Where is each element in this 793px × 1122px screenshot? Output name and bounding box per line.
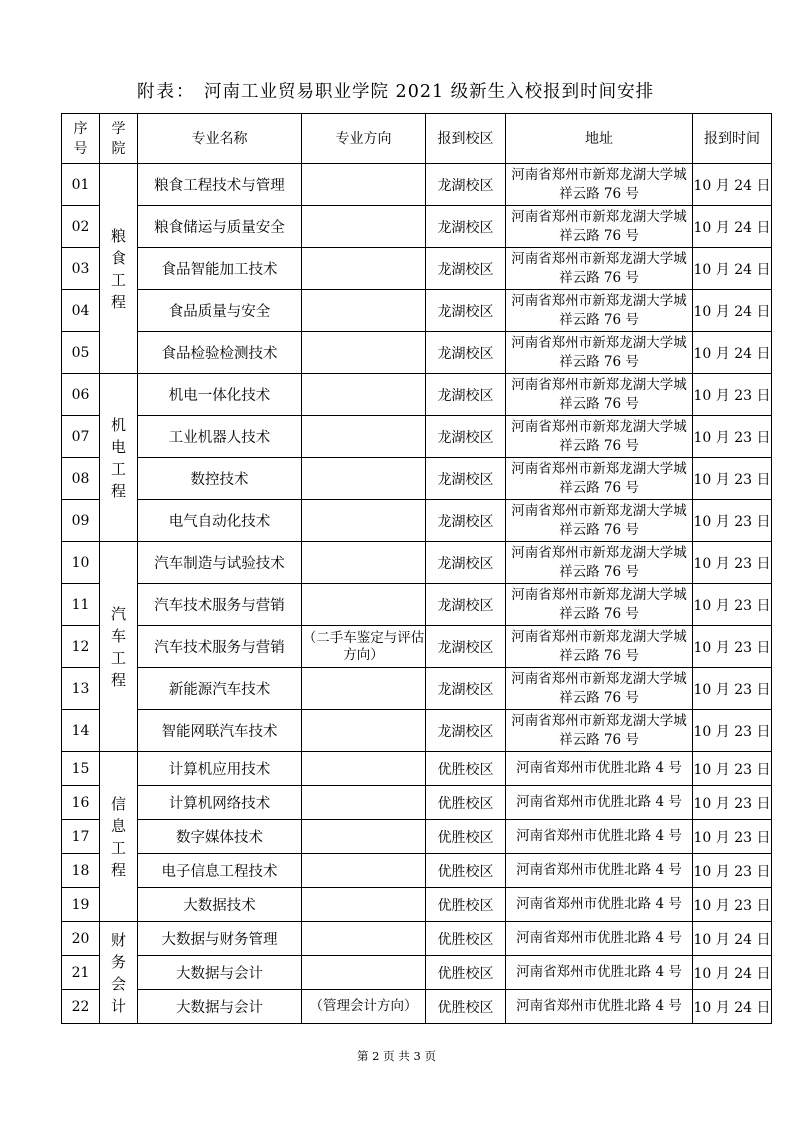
cell-seq: 04 xyxy=(62,290,100,332)
cell-seq: 19 xyxy=(62,888,100,922)
cell-address: 河南省郑州市优胜北路 4 号 xyxy=(506,990,693,1024)
cell-seq: 20 xyxy=(62,922,100,956)
cell-major: 大数据与会计 xyxy=(138,990,302,1024)
cell-direction xyxy=(302,374,426,416)
table-row xyxy=(62,164,772,206)
cell-campus: 龙湖校区 xyxy=(426,542,506,584)
cell-direction xyxy=(302,332,426,374)
cell-date: 10 月 24 日 xyxy=(693,206,772,248)
cell-direction xyxy=(302,416,426,458)
cell-direction: （二手车鉴定与评估方向） xyxy=(302,626,426,668)
cell-date: 10 月 23 日 xyxy=(693,710,772,752)
cell-direction xyxy=(302,206,426,248)
cell-direction xyxy=(302,854,426,888)
cell-campus: 优胜校区 xyxy=(426,956,506,990)
cell-direction xyxy=(302,542,426,584)
college-char: 机 xyxy=(110,415,126,434)
cell-seq: 10 xyxy=(62,542,100,584)
cell-seq: 18 xyxy=(62,854,100,888)
cell-address: 河南省郑州市优胜北路 4 号 xyxy=(506,956,693,990)
cell-direction xyxy=(302,584,426,626)
college-char: 工 xyxy=(110,459,126,478)
cell-seq: 06 xyxy=(62,374,100,416)
cell-campus: 龙湖校区 xyxy=(426,584,506,626)
cell-seq: 02 xyxy=(62,206,100,248)
cell-college xyxy=(100,542,138,752)
cell-seq: 03 xyxy=(62,248,100,290)
cell-date: 10 月 24 日 xyxy=(693,332,772,374)
cell-campus: 龙湖校区 xyxy=(426,290,506,332)
registration-table xyxy=(61,113,772,1024)
cell-address: 河南省郑州市优胜北路 4 号 xyxy=(506,922,693,956)
header-date: 报到时间 xyxy=(693,114,772,164)
cell-date: 10 月 24 日 xyxy=(693,248,772,290)
cell-address: 河南省郑州市新郑龙湖大学城祥云路 76 号 xyxy=(506,248,693,290)
table-row xyxy=(62,990,772,1024)
college-char: 会 xyxy=(110,974,126,993)
cell-address: 河南省郑州市优胜北路 4 号 xyxy=(506,854,693,888)
college-char: 程 xyxy=(110,481,126,500)
cell-seq: 14 xyxy=(62,710,100,752)
cell-address: 河南省郑州市新郑龙湖大学城祥云路 76 号 xyxy=(506,164,693,206)
table-row xyxy=(62,888,772,922)
cell-address: 河南省郑州市新郑龙湖大学城祥云路 76 号 xyxy=(506,416,693,458)
cell-address: 河南省郑州市新郑龙湖大学城祥云路 76 号 xyxy=(506,542,693,584)
cell-campus: 优胜校区 xyxy=(426,752,506,786)
cell-direction xyxy=(302,820,426,854)
cell-date: 10 月 24 日 xyxy=(693,990,772,1024)
college-char: 程 xyxy=(110,292,126,311)
cell-address: 河南省郑州市新郑龙湖大学城祥云路 76 号 xyxy=(506,458,693,500)
cell-college xyxy=(100,752,138,922)
college-char: 程 xyxy=(110,860,126,879)
cell-campus: 龙湖校区 xyxy=(426,626,506,668)
cell-major: 汽车技术服务与营销 xyxy=(138,626,302,668)
cell-address: 河南省郑州市新郑龙湖大学城祥云路 76 号 xyxy=(506,668,693,710)
cell-address: 河南省郑州市新郑龙湖大学城祥云路 76 号 xyxy=(506,626,693,668)
table-body xyxy=(62,164,772,1024)
cell-date: 10 月 23 日 xyxy=(693,374,772,416)
cell-seq: 22 xyxy=(62,990,100,1024)
cell-major: 汽车制造与试验技术 xyxy=(138,542,302,584)
cell-campus: 龙湖校区 xyxy=(426,332,506,374)
cell-date: 10 月 23 日 xyxy=(693,786,772,820)
cell-direction: （管理会计方向） xyxy=(302,990,426,1024)
title-prefix: 附表： xyxy=(137,82,196,102)
cell-date: 10 月 23 日 xyxy=(693,668,772,710)
cell-address: 河南省郑州市新郑龙湖大学城祥云路 76 号 xyxy=(506,374,693,416)
table-row xyxy=(62,458,772,500)
college-char: 车 xyxy=(110,626,126,645)
cell-date: 10 月 24 日 xyxy=(693,290,772,332)
table-row xyxy=(62,290,772,332)
cell-campus: 龙湖校区 xyxy=(426,248,506,290)
title-main: 河南工业贸易职业学院 2021 级新生入校报到时间安排 xyxy=(204,82,655,102)
cell-major: 电子信息工程技术 xyxy=(138,854,302,888)
cell-seq: 07 xyxy=(62,416,100,458)
cell-date: 10 月 23 日 xyxy=(693,416,772,458)
college-char: 食 xyxy=(110,248,126,267)
cell-major: 数字媒体技术 xyxy=(138,820,302,854)
header-college: 学 院 xyxy=(100,114,138,164)
college-char: 工 xyxy=(110,838,126,857)
cell-direction xyxy=(302,786,426,820)
cell-address: 河南省郑州市新郑龙湖大学城祥云路 76 号 xyxy=(506,290,693,332)
cell-campus: 优胜校区 xyxy=(426,990,506,1024)
table-row xyxy=(62,668,772,710)
college-char: 财 xyxy=(110,930,126,949)
cell-campus: 龙湖校区 xyxy=(426,374,506,416)
cell-campus: 龙湖校区 xyxy=(426,164,506,206)
cell-direction xyxy=(302,290,426,332)
cell-major: 工业机器人技术 xyxy=(138,416,302,458)
cell-address: 河南省郑州市优胜北路 4 号 xyxy=(506,786,693,820)
cell-direction xyxy=(302,164,426,206)
cell-college xyxy=(100,922,138,1024)
cell-seq: 11 xyxy=(62,584,100,626)
college-char: 工 xyxy=(110,270,126,289)
cell-date: 10 月 24 日 xyxy=(693,164,772,206)
college-char: 粮 xyxy=(110,226,126,245)
header-major: 专业名称 xyxy=(138,114,302,164)
cell-seq: 16 xyxy=(62,786,100,820)
cell-direction xyxy=(302,710,426,752)
cell-major: 大数据与会计 xyxy=(138,956,302,990)
cell-campus: 优胜校区 xyxy=(426,820,506,854)
cell-date: 10 月 23 日 xyxy=(693,820,772,854)
cell-seq: 13 xyxy=(62,668,100,710)
cell-address: 河南省郑州市优胜北路 4 号 xyxy=(506,820,693,854)
cell-date: 10 月 23 日 xyxy=(693,584,772,626)
table-row xyxy=(62,922,772,956)
cell-major: 数控技术 xyxy=(138,458,302,500)
cell-direction xyxy=(302,668,426,710)
cell-address: 河南省郑州市新郑龙湖大学城祥云路 76 号 xyxy=(506,500,693,542)
table-header-row xyxy=(62,114,772,164)
cell-seq: 05 xyxy=(62,332,100,374)
cell-direction xyxy=(302,248,426,290)
college-char: 程 xyxy=(110,670,126,689)
cell-major: 计算机网络技术 xyxy=(138,786,302,820)
header-campus: 报到校区 xyxy=(426,114,506,164)
cell-date: 10 月 23 日 xyxy=(693,500,772,542)
table-row xyxy=(62,500,772,542)
college-char: 信 xyxy=(110,794,126,813)
cell-seq: 21 xyxy=(62,956,100,990)
cell-seq: 09 xyxy=(62,500,100,542)
cell-campus: 优胜校区 xyxy=(426,922,506,956)
header-address: 地址 xyxy=(506,114,693,164)
table-row xyxy=(62,752,772,786)
cell-direction xyxy=(302,752,426,786)
cell-address: 河南省郑州市新郑龙湖大学城祥云路 76 号 xyxy=(506,710,693,752)
table-row xyxy=(62,854,772,888)
cell-campus: 龙湖校区 xyxy=(426,206,506,248)
cell-seq: 08 xyxy=(62,458,100,500)
cell-date: 10 月 24 日 xyxy=(693,956,772,990)
cell-major: 粮食储运与质量安全 xyxy=(138,206,302,248)
cell-campus: 龙湖校区 xyxy=(426,710,506,752)
cell-campus: 龙湖校区 xyxy=(426,500,506,542)
cell-date: 10 月 23 日 xyxy=(693,458,772,500)
cell-seq: 01 xyxy=(62,164,100,206)
table-row xyxy=(62,584,772,626)
cell-direction xyxy=(302,922,426,956)
cell-campus: 龙湖校区 xyxy=(426,458,506,500)
cell-address: 河南省郑州市新郑龙湖大学城祥云路 76 号 xyxy=(506,206,693,248)
cell-seq: 15 xyxy=(62,752,100,786)
cell-address: 河南省郑州市优胜北路 4 号 xyxy=(506,752,693,786)
table-row xyxy=(62,786,772,820)
college-char: 息 xyxy=(110,816,126,835)
cell-address: 河南省郑州市新郑龙湖大学城祥云路 76 号 xyxy=(506,332,693,374)
table-row xyxy=(62,626,772,668)
table-row xyxy=(62,416,772,458)
cell-major: 新能源汽车技术 xyxy=(138,668,302,710)
cell-direction xyxy=(302,458,426,500)
cell-major: 计算机应用技术 xyxy=(138,752,302,786)
cell-major: 食品智能加工技术 xyxy=(138,248,302,290)
college-char: 电 xyxy=(110,437,126,456)
cell-date: 10 月 23 日 xyxy=(693,752,772,786)
table-row xyxy=(62,956,772,990)
cell-direction xyxy=(302,956,426,990)
cell-major: 智能网联汽车技术 xyxy=(138,710,302,752)
table-row xyxy=(62,710,772,752)
cell-major: 粮食工程技术与管理 xyxy=(138,164,302,206)
header-seq: 序 号 xyxy=(62,114,100,164)
table-row xyxy=(62,248,772,290)
cell-campus: 龙湖校区 xyxy=(426,668,506,710)
cell-major: 机电一体化技术 xyxy=(138,374,302,416)
cell-date: 10 月 23 日 xyxy=(693,542,772,584)
cell-campus: 龙湖校区 xyxy=(426,416,506,458)
college-char: 务 xyxy=(110,952,126,971)
cell-campus: 优胜校区 xyxy=(426,854,506,888)
cell-college xyxy=(100,374,138,542)
cell-address: 河南省郑州市优胜北路 4 号 xyxy=(506,888,693,922)
table-row xyxy=(62,206,772,248)
cell-campus: 优胜校区 xyxy=(426,786,506,820)
cell-major: 食品检验检测技术 xyxy=(138,332,302,374)
cell-date: 10 月 24 日 xyxy=(693,922,772,956)
cell-major: 大数据技术 xyxy=(138,888,302,922)
table-row xyxy=(62,374,772,416)
cell-college xyxy=(100,164,138,374)
cell-date: 10 月 23 日 xyxy=(693,626,772,668)
page-footer: 第 2 页 共 3 页 xyxy=(357,1049,436,1063)
college-char: 计 xyxy=(110,996,126,1015)
cell-major: 大数据与财务管理 xyxy=(138,922,302,956)
cell-major: 电气自动化技术 xyxy=(138,500,302,542)
cell-address: 河南省郑州市新郑龙湖大学城祥云路 76 号 xyxy=(506,584,693,626)
college-char: 汽 xyxy=(110,604,126,623)
header-direction: 专业方向 xyxy=(302,114,426,164)
cell-seq: 12 xyxy=(62,626,100,668)
table-row xyxy=(62,820,772,854)
cell-seq: 17 xyxy=(62,820,100,854)
table-row xyxy=(62,332,772,374)
cell-major: 食品质量与安全 xyxy=(138,290,302,332)
table-row xyxy=(62,542,772,584)
cell-campus: 优胜校区 xyxy=(426,888,506,922)
cell-major: 汽车技术服务与营销 xyxy=(138,584,302,626)
cell-direction xyxy=(302,500,426,542)
cell-date: 10 月 23 日 xyxy=(693,888,772,922)
college-char: 工 xyxy=(110,648,126,667)
cell-date: 10 月 23 日 xyxy=(693,854,772,888)
cell-direction xyxy=(302,888,426,922)
